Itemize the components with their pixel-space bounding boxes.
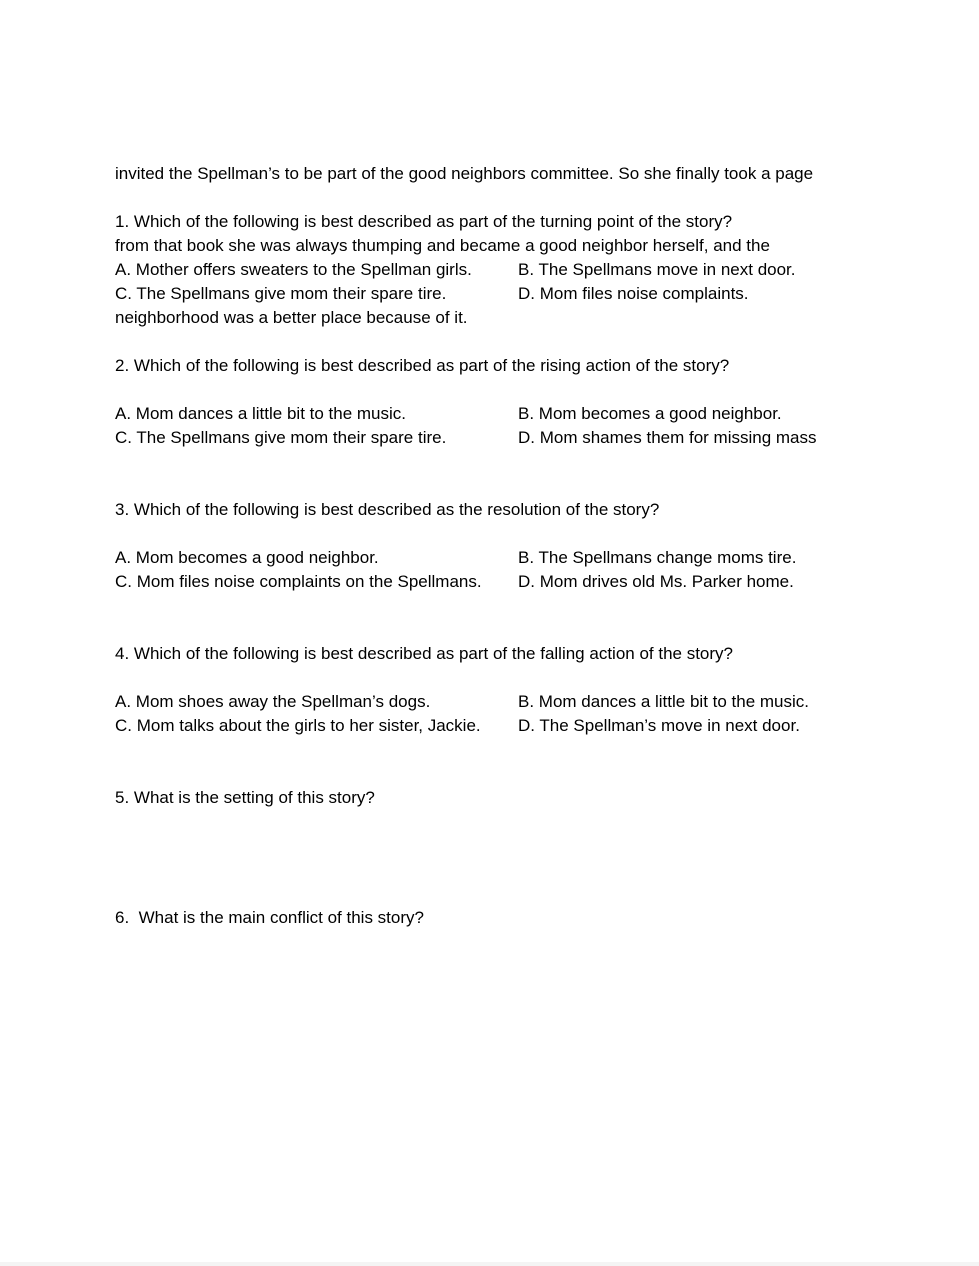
- question-3-option-a: A. Mom becomes a good neighbor.: [115, 548, 379, 567]
- question-1: 1. Which of the following is best described as part of the turning point of the story?: [115, 212, 733, 231]
- question-4-option-b: B. Mom dances a little bit to the music.: [518, 692, 810, 711]
- question-2-option-d: D. Mom shames them for missing mass: [518, 428, 817, 447]
- question-2-option-c: C. The Spellmans give mom their spare tire.: [115, 428, 447, 447]
- question-1-option-d: D. Mom files noise complaints.: [518, 284, 749, 303]
- question-3-option-d: D. Mom drives old Ms. Parker home.: [518, 572, 794, 591]
- question-4-option-c: C. Mom talks about the girls to her sister, Jackie.: [115, 716, 481, 735]
- intro-line: invited the Spellman’s to be part of the good neighbors committee. So she finally took a page: [115, 164, 814, 183]
- question-3: 3. Which of the following is best described as the resolution of the story?: [115, 500, 660, 519]
- question-5: 5. What is the setting of this story?: [115, 788, 375, 807]
- question-2-option-a: A. Mom dances a little bit to the music.: [115, 404, 407, 423]
- question-4-option-d: D. The Spellman’s move in next door.: [518, 716, 800, 735]
- question-2: 2. Which of the following is best described as part of the rising action of the story?: [115, 356, 730, 375]
- question-2-option-b: B. Mom becomes a good neighbor.: [518, 404, 782, 423]
- page-bottom-edge: [0, 1262, 979, 1266]
- question-6: 6. What is the main conflict of this story?: [115, 908, 424, 927]
- question-3-option-b: B. The Spellmans change moms tire.: [518, 548, 797, 567]
- question-1-option-c: C. The Spellmans give mom their spare tire.: [115, 284, 447, 303]
- intro-line: from that book she was always thumping and became a good neighbor herself, and the: [115, 236, 770, 255]
- intro-paragraph: [115, 114, 875, 378]
- question-4: 4. Which of the following is best described as part of the falling action of the story?: [115, 644, 734, 663]
- intro-line: neighborhood was a better place because of it.: [115, 308, 468, 327]
- question-1-option-a: A. Mother offers sweaters to the Spellman girls.: [115, 260, 472, 279]
- question-1-option-b: B. The Spellmans move in next door.: [518, 260, 796, 279]
- question-4-option-a: A. Mom shoes away the Spellman’s dogs.: [115, 692, 431, 711]
- question-3-option-c: C. Mom files noise complaints on the Spellmans.: [115, 572, 482, 591]
